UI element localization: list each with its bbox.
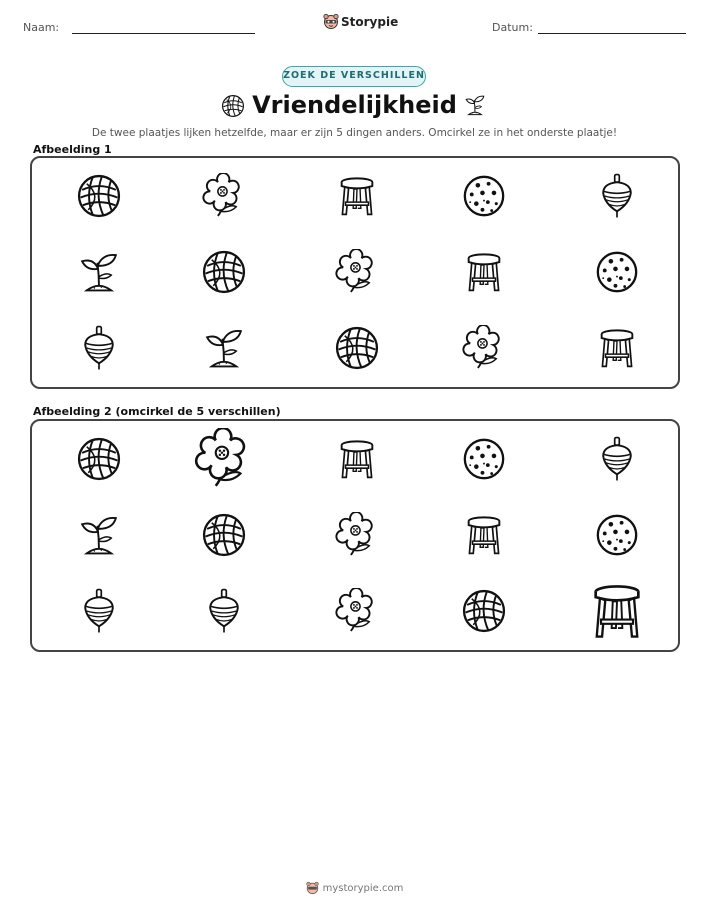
footer-url: mystorypie.com (322, 883, 404, 894)
ball-icon[interactable] (76, 173, 122, 219)
date-label: Datum: (492, 21, 533, 34)
sprout-icon (463, 92, 487, 118)
ball-icon[interactable] (201, 249, 247, 295)
page-title: Vriendelijkheid (252, 91, 457, 119)
sprout-icon[interactable] (76, 512, 122, 558)
spinning-top-icon[interactable] (594, 436, 640, 482)
flower-icon[interactable] (461, 325, 507, 371)
flower-icon[interactable] (334, 588, 380, 634)
flower-icon[interactable] (334, 512, 380, 558)
name-label: Naam: (23, 21, 60, 34)
storypie-mascot-icon (306, 881, 319, 895)
picture1-label: Afbeelding 1 (33, 143, 112, 156)
brand-logo (323, 13, 399, 31)
cookie-icon[interactable] (594, 512, 640, 558)
footer (0, 881, 709, 895)
stool-icon[interactable] (594, 325, 640, 371)
ball-icon[interactable] (201, 512, 247, 558)
spinning-top-icon[interactable] (76, 588, 122, 634)
spinning-top-icon[interactable] (594, 173, 640, 219)
instructions: De twee plaatjes lijken hetzelfde, maar er zijn 5 dingen anders. Omcirkel ze in het onderste plaatje! (91, 127, 618, 139)
ball-icon[interactable] (334, 325, 380, 371)
cookie-icon[interactable] (594, 249, 640, 295)
cookie-icon[interactable] (461, 436, 507, 482)
storypie-mascot-icon (323, 13, 339, 30)
flower-icon[interactable] (334, 249, 380, 295)
sprout-icon[interactable] (76, 249, 122, 295)
activity-badge: ZOEK DE VERSCHILLEN (282, 66, 426, 87)
flower-icon[interactable] (193, 428, 255, 490)
picture2-frame (30, 419, 680, 652)
name-field[interactable] (72, 33, 255, 34)
ball-icon[interactable] (76, 436, 122, 482)
picture2-label: Afbeelding 2 (omcirkel de 5 verschillen) (33, 405, 281, 418)
cookie-icon[interactable] (461, 173, 507, 219)
picture1-frame (30, 156, 680, 389)
stool-icon[interactable] (334, 436, 380, 482)
stool-icon[interactable] (585, 579, 649, 643)
date-field[interactable] (538, 33, 686, 34)
ball-icon[interactable] (461, 588, 507, 634)
brand-name: Storypie (341, 15, 399, 29)
stool-icon[interactable] (334, 173, 380, 219)
spinning-top-icon[interactable] (201, 588, 247, 634)
sprout-icon[interactable] (201, 325, 247, 371)
stool-icon[interactable] (461, 249, 507, 295)
flower-icon[interactable] (201, 173, 247, 219)
spinning-top-icon[interactable] (76, 325, 122, 371)
stool-icon[interactable] (461, 512, 507, 558)
